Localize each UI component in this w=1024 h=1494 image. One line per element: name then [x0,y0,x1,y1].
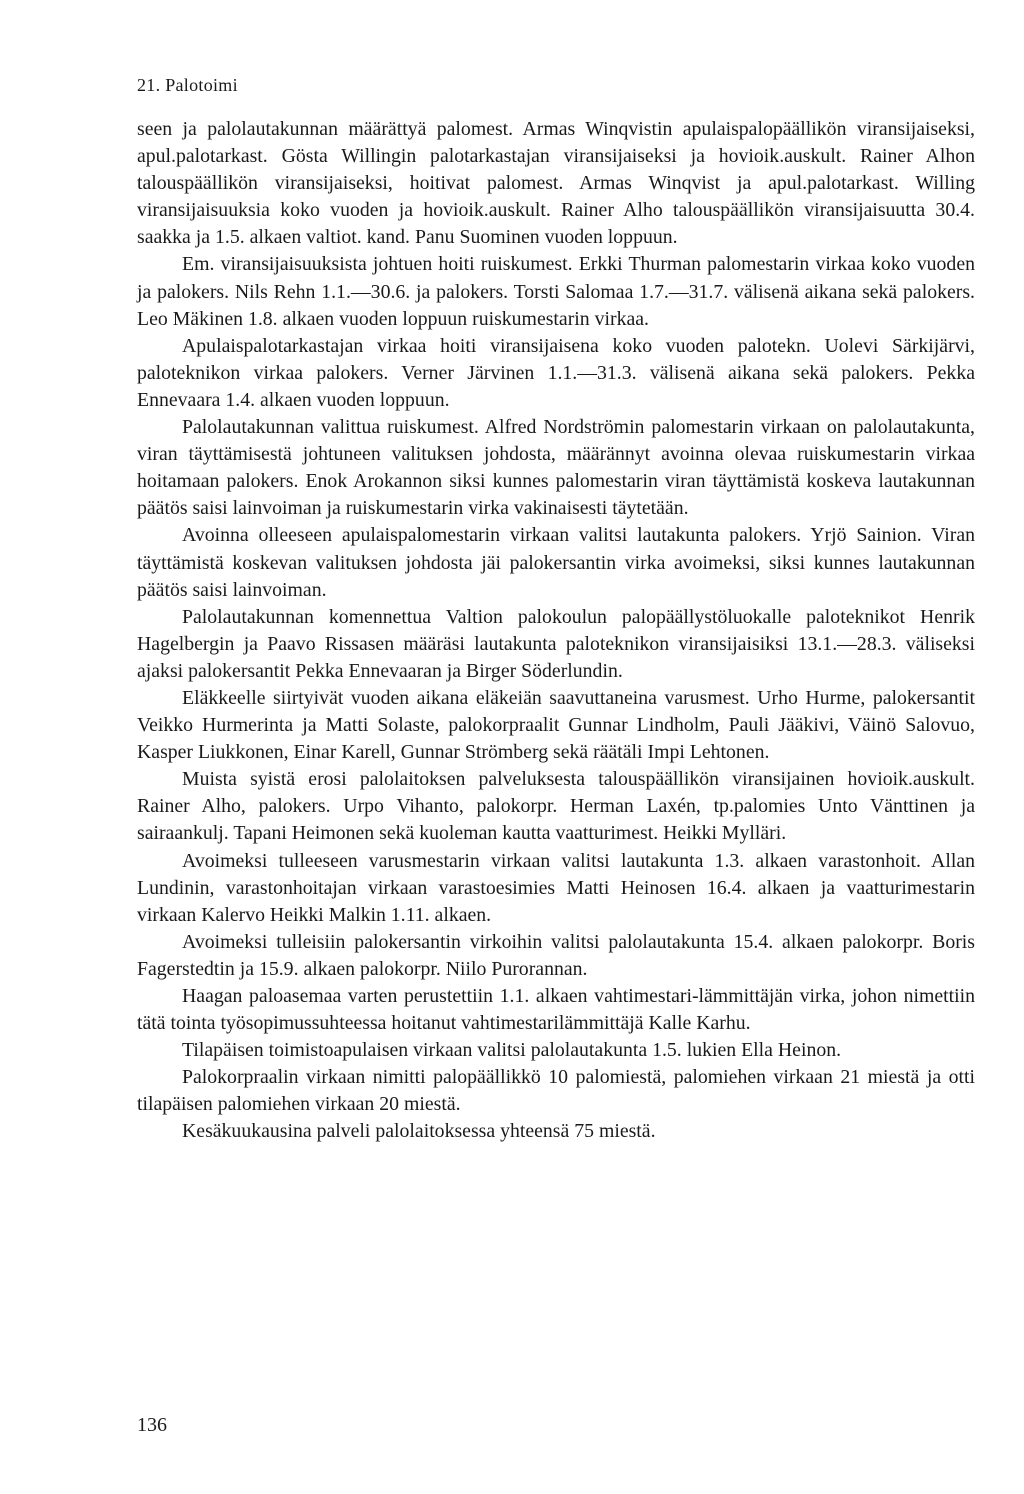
paragraph: Avoimeksi tulleeseen varusmestarin virkaan valitsi lautakunta 1.3. alkaen varastonhoit. Allan Lundinin, varastonhoitajan virkaan varastoesimies Matti Heinosen 16.4. alkaen ja vaatturimestarin virkaan Kalervo Heikki Malkin 1.11. alkaen. [137,849,975,926]
paragraph: Avoinna olleeseen apulaispalomestarin virkaan valitsi lautakunta palokers. Yrjö Sainion. Viran täyttämistä koskevan valituksen johdosta jäi palokersantin virka avoimeksi, siksi kunnes lautakunnan päätös saisi lainvoiman. [137,524,975,601]
running-head: 21. Palotoimi [137,75,238,95]
paragraph: seen ja palolautakunnan määrättyä palomest. Armas Winqvistin apulaispalopäällikön viransijaiseksi, apul.palotarkast. Gösta Willingin palotarkastajan viransijaiseksi ja hovioik.auskult. Rainer Alhon talouspäällikön viransijaiseksi, hoitivat palomest. Armas Winqvist ja apul.palotarkast. Willing viransijaisuuksia koko vuoden ja hovioik.auskult. Rainer Alho talouspäällikön viransijaisuutta 30.4. saakka ja 1.5. alkaen valtiot. kand. Panu Suominen vuoden loppuun. [137,118,975,249]
paragraph: Palolautakunnan valittua ruiskumest. Alfred Nordströmin palomestarin virkaan on palolautakunta, viran täyttämisestä johtuneen valituksen johdosta, määrännyt avoinna olevaa ruiskumestarin virkaa hoitamaan palokers. Enok Arokannon siksi kunnes palomestarin viran täyttämistä koskeva lautakunnan päätös saisi lainvoiman ja ruiskumestarin virka vakinaisesti täytetään. [137,416,975,520]
paragraph: Muista syistä erosi palolaitoksen palveluksesta talouspäällikön viransijainen hovioik.auskult. Rainer Alho, palokers. Urpo Vihanto, palokorpr. Herman Laxén, tp.palomies Unto Vänttinen ja sairaankulj. Tapani Heimonen sekä kuoleman kautta vaatturimest. Heikki Mylläri. [137,768,975,845]
paragraph: Tilapäisen toimistoapulaisen virkaan valitsi palolautakunta 1.5. lukien Ella Heinon. [182,1039,842,1062]
paragraph: Eläkkeelle siirtyivät vuoden aikana eläkeiän saavuttaneina varusmest. Urho Hurme, palokersantit Veikko Hurmerinta ja Matti Solaste, palokorpraalit Gunnar Lindholm, Pauli Jääkivi, Väinö Salovuo, Kasper Liukkonen, Einar Karell, Gunnar Strömberg sekä räätäli Impi Lehtonen. [137,686,975,764]
page-number: 136 [137,1414,167,1436]
paragraph: Palokorpraalin virkaan nimitti palopäällikkö 10 palomiestä, palomiehen virkaan 21 miestä ja otti tilapäisen palomiehen virkaan 20 miestä. [137,1066,975,1116]
paragraph: Palolautakunnan komennettua Valtion palokoulun palopäällystöluokalle paloteknikot Henrik Hagelbergin ja Paavo Rissasen määräsi lautakunta paloteknikon viransijaisiksi 13.1.—28.3. väliseksi ajaksi palokersantit Pekka Ennevaaran ja Birger Söderlundin. [137,605,975,682]
body-text [137,116,975,1146]
paragraph: Haagan paloasemaa varten perustettiin 1.1. alkaen vahtimestari-lämmittäjän virka, johon nimettiin tätä tointa työsopimussuhteessa hoitanut vahtimestarilämmittäjä Kalle Karhu. [137,985,975,1035]
paragraph: Apulaispalotarkastajan virkaa hoiti viransijaisena koko vuoden palotekn. Uolevi Särkijärvi, paloteknikon virkaa palokers. Verner Järvinen 1.1.—31.3. välisenä aikana sekä palokers. Pekka Ennevaara 1.4. alkaen vuoden loppuun. [137,334,975,411]
paragraph: Avoimeksi tulleisiin palokersantin virkoihin valitsi palolautakunta 15.4. alkaen palokorpr. Boris Fagerstedtin ja 15.9. alkaen palokorpr. Niilo Purorannan. [137,930,975,980]
paragraph: Em. viransijaisuuksista johtuen hoiti ruiskumest. Erkki Thurman palomestarin virkaa koko vuoden ja palokers. Nils Rehn 1.1.—30.6. ja palokers. Torsti Salomaa 1.7.—31.7. välisenä aikana sekä palokers. Leo Mäkinen 1.8. alkaen vuoden loppuun ruiskumestarin virkaa. [137,253,975,330]
paragraph: Kesäkuukausina palveli palolaitoksessa yhteensä 75 miestä. [182,1120,656,1143]
